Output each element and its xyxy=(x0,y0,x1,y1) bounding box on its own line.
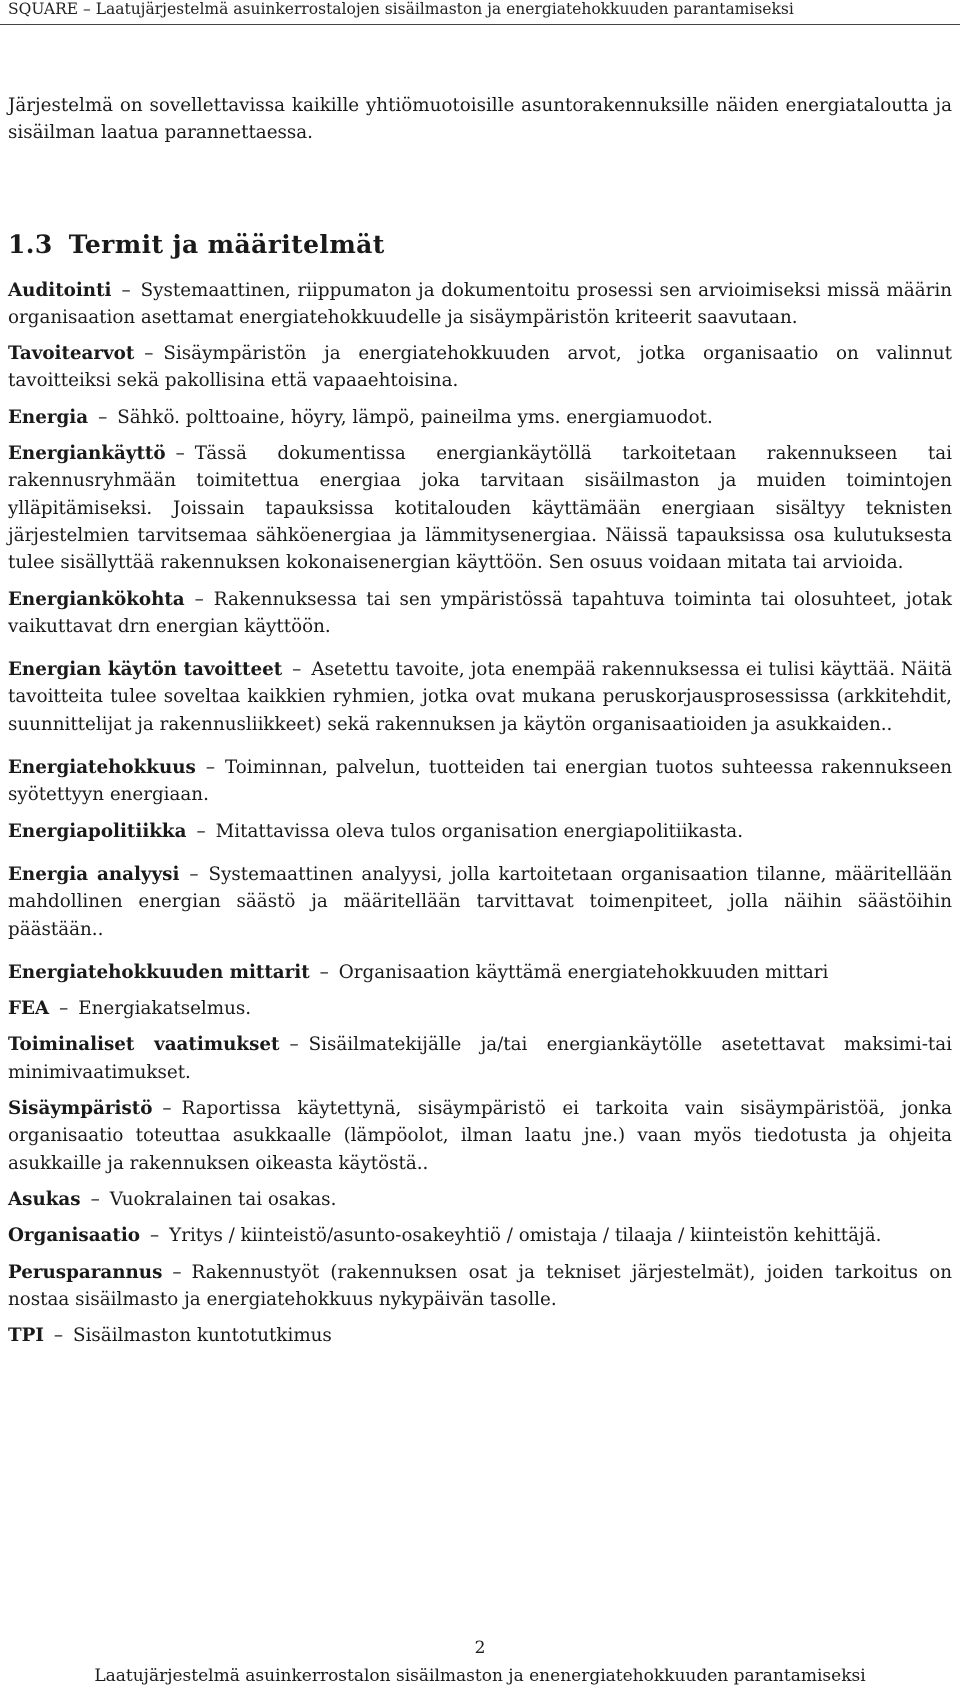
definition-term: Energia analyysi xyxy=(8,863,180,885)
definition-entry xyxy=(8,277,952,332)
running-footer: Laatujärjestelmä asuinkerrostalon sisäilmaston ja enenergiatehokkuuden parantamiseksi xyxy=(94,1666,866,1686)
definition-entry xyxy=(8,1031,952,1086)
definition-term: Energiatehokkuus xyxy=(8,757,196,779)
definition-dash: – xyxy=(98,406,108,428)
definition-text: Asetettu tavoite, jota enempää rakennuksessa ei tulisi käyttää. Näitä tavoitteita tulee soveltaa kaikkien ryhmien, jotka ovat mukana peruskorjausprosessissa (arkkitehdit, suunnittelijat ja rakennusliikkeet) sekä rakennuksen ja käytön organisaatioiden ja asukkaiden.. xyxy=(8,659,952,735)
definition-text: Systemaattinen analyysi, jolla kartoitetaan organisaation tilanne, määritellään mahdollinen energian säästö ja määritellään tarvittavat toimenpiteet, jolla näihin säästöihin päästään.. xyxy=(8,863,952,940)
definition-text: Sisäilmatekijälle ja/tai energiankäytölle asetettavat maksimi-tai minimivaatimukset. xyxy=(8,1034,952,1083)
definition-dash: – xyxy=(289,1034,299,1056)
definition-entry xyxy=(8,404,952,431)
definition-dash: – xyxy=(189,863,199,885)
section-title: Termit ja määritelmät xyxy=(68,229,385,259)
definition-entry xyxy=(8,1095,952,1177)
definition-dash: – xyxy=(292,659,302,681)
definition-dash: – xyxy=(175,443,185,465)
definition-dash: – xyxy=(121,279,131,301)
definition-term: Energiankökohta xyxy=(8,588,185,610)
definition-dash: – xyxy=(162,1098,172,1120)
definition-term: Toiminaliset vaatimukset xyxy=(8,1034,280,1056)
definition-term: Auditointi xyxy=(8,279,112,301)
definition-text: Mitattavissa oleva tulos organisation energiapolitiikasta. xyxy=(215,820,744,842)
section-heading xyxy=(8,230,952,259)
definition-term: Energia xyxy=(8,406,89,428)
definition-text: Rakennuksessa tai sen ympäristössä tapahtuva toiminta tai olosuhteet, jotak vaikuttavat drn energian käyttöön. xyxy=(8,588,952,637)
section-number: 1.3 xyxy=(8,229,53,259)
definition-dash: – xyxy=(150,1225,160,1247)
definition-text: Systemaattinen, riippumaton ja dokumentoitu prosessi sen arvioimiseksi missä määrin organisaation asettamat energiatehokkuudelle ja sisäympäristön kriteerit saavutaan. xyxy=(8,279,952,328)
definition-text: Tässä dokumentissa energiankäytöllä tarkoitetaan rakennukseen tai rakennusryhmään toimitettua energiaa joka tarvitaan sisäilmaston ja muiden toimintojen ylläpitämiseksi. Joissain tapauksissa kotitalouden käyttämään energiaan sisältyy teknisten järjestelmien tarvitsemaa sähköenergiaa ja lämmitysenergiaa. Näissä tapauksissa osa kulutuksesta tulee sisällyttää rakennuksen kokonaisenergian käyttöön. Sen osuus voidaan mitata tai arvioida. xyxy=(8,443,952,574)
definitions-list xyxy=(8,277,952,1350)
definition-entry xyxy=(8,340,952,395)
definition-dash: – xyxy=(194,588,204,610)
definition-entry xyxy=(8,656,952,738)
definition-dash: – xyxy=(59,998,69,1020)
definition-term: Energiatehokkuuden mittarit xyxy=(8,961,310,983)
definition-text: Sisäilmaston kuntotutkimus xyxy=(73,1325,332,1347)
definition-term: TPI xyxy=(8,1325,44,1347)
definition-text: Sisäympäristön ja energiatehokkuuden arvot, jotka organisaatio on valinnut tavoitteiksi sekä pakollisina että vapaaehtoisina. xyxy=(8,343,952,392)
definition-text: Sähkö. polttoaine, höyry, lämpö, paineilma yms. energiamuodot. xyxy=(117,406,713,428)
definition-entry xyxy=(8,754,952,809)
intro-paragraph: Järjestelmä on sovellettavissa kaikille yhtiömuotoisille asuntorakennuksille näiden energiataloutta ja sisäilman laatua parannettaessa. xyxy=(8,95,952,144)
definition-dash: – xyxy=(319,961,329,983)
definition-term: Tavoitearvot xyxy=(8,343,135,365)
page-number: 2 xyxy=(474,1638,486,1658)
definition-term: Organisaatio xyxy=(8,1225,140,1247)
definition-text: Energiakatselmus. xyxy=(78,998,252,1020)
definition-entry xyxy=(8,1186,952,1213)
definition-term: Energiankäyttö xyxy=(8,443,166,465)
definition-dash: – xyxy=(53,1325,64,1347)
definition-text: Toiminnan, palvelun, tuotteiden tai energian tuotos suhteessa rakennukseen syötettyyn energiaan. xyxy=(8,757,952,806)
definition-entry xyxy=(8,818,952,845)
header-divider xyxy=(0,24,960,25)
definition-dash: – xyxy=(90,1188,100,1210)
definition-dash: – xyxy=(172,1261,182,1283)
definition-entry xyxy=(8,1259,952,1314)
definition-text: Rakennustyöt (rakennuksen osat ja tekniset järjestelmät), joiden tarkoitus on nostaa sisäilmasto ja energiatehokkuus nykypäivän tasolle. xyxy=(8,1261,952,1310)
definition-entry xyxy=(8,1222,952,1249)
definition-term: Energiapolitiikka xyxy=(8,820,187,842)
definition-text: Raportissa käytettynä, sisäympäristö ei tarkoita vain sisäympäristöä, jonka organisaatio toteuttaa asukkaalle (lämpöolot, ilman laatu jne.) vaan myös tiedotusta ja ohjeita asukkaille ja rakennuksen oikeasta käytöstä.. xyxy=(8,1098,952,1174)
definition-text: Organisaation käyttämä energiatehokkuuden mittari xyxy=(338,961,829,983)
definition-entry xyxy=(8,586,952,641)
definition-term: Asukas xyxy=(8,1188,81,1210)
definition-entry xyxy=(8,1322,952,1349)
definition-text: Yritys / kiinteistö/asunto-osakeyhtiö / omistaja / tilaaja / kiinteistön kehittäjä. xyxy=(169,1225,882,1247)
definition-dash: – xyxy=(196,820,206,842)
definition-term: Perusparannus xyxy=(8,1261,163,1283)
definition-entry xyxy=(8,995,952,1022)
definition-dash: – xyxy=(205,757,215,779)
definition-dash: – xyxy=(144,343,154,365)
definition-entry xyxy=(8,440,952,576)
running-header: SQUARE – Laatujärjestelmä asuinkerrostalojen sisäilmaston ja energiatehokkuuden parantamiseksi xyxy=(8,0,794,18)
definition-term: FEA xyxy=(8,998,50,1020)
definition-entry xyxy=(8,959,952,986)
definition-entry xyxy=(8,861,952,943)
page-content xyxy=(8,92,952,1358)
definition-term: Energian käytön tavoitteet xyxy=(8,659,283,681)
definition-text: Vuokralainen tai osakas. xyxy=(109,1188,337,1210)
definition-term: Sisäympäristö xyxy=(8,1098,153,1120)
